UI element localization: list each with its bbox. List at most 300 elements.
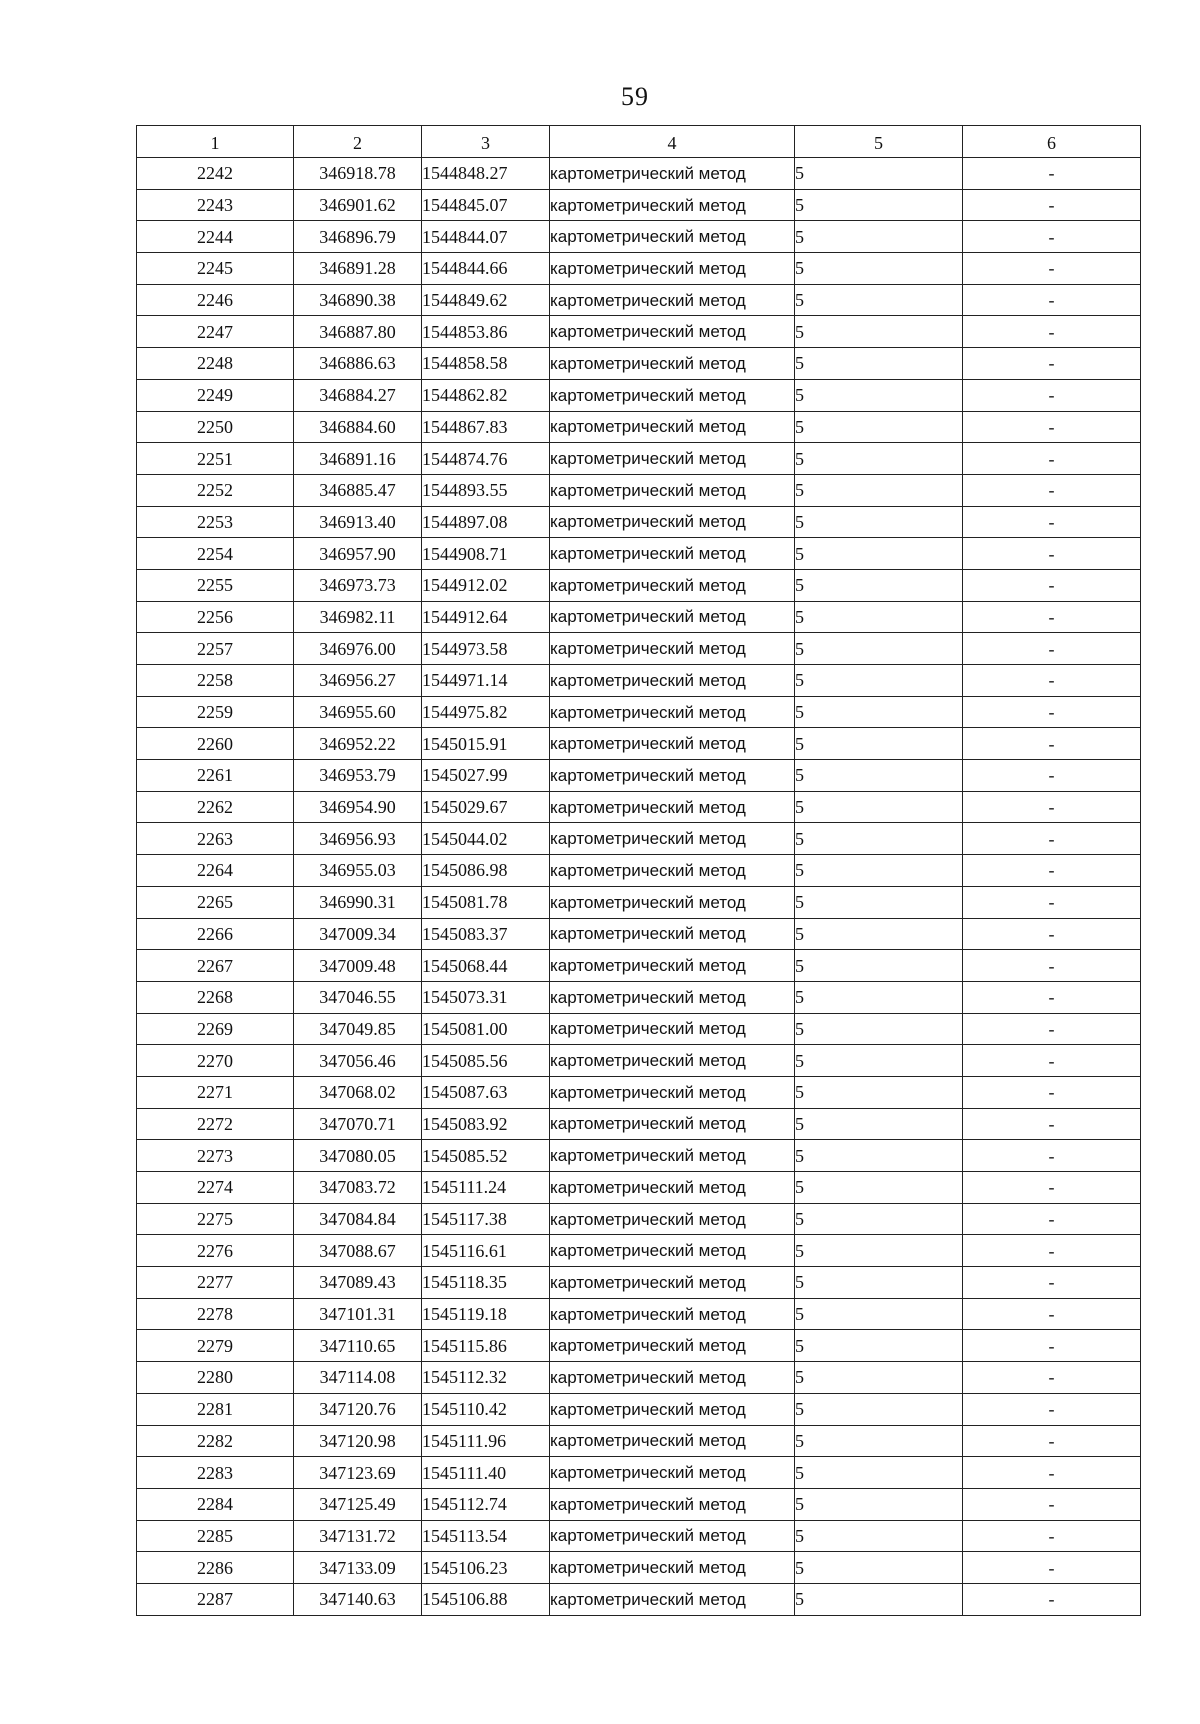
x-coordinate-cell: 347070.71: [294, 1108, 422, 1140]
table-row: [137, 601, 1141, 633]
accuracy-cell: 5: [795, 538, 963, 570]
point-number-cell: 2250: [137, 411, 294, 443]
y-coordinate-cell: 1545116.61: [422, 1235, 550, 1267]
y-coordinate-cell: 1545085.56: [422, 1045, 550, 1077]
method-cell: картометрический метод: [550, 1076, 795, 1108]
y-coordinate-cell: 1544908.71: [422, 538, 550, 570]
accuracy-cell: 5: [795, 569, 963, 601]
y-coordinate-cell: 1544844.66: [422, 253, 550, 285]
y-coordinate-cell: 1544845.07: [422, 189, 550, 221]
x-coordinate-cell: 346990.31: [294, 886, 422, 918]
point-number-cell: 2267: [137, 950, 294, 982]
point-number-cell: 2274: [137, 1172, 294, 1204]
description-cell: -: [963, 665, 1141, 697]
description-cell: -: [963, 728, 1141, 760]
table-row: [137, 348, 1141, 380]
accuracy-cell: 5: [795, 411, 963, 443]
point-number-cell: 2275: [137, 1203, 294, 1235]
table-row: [137, 1267, 1141, 1299]
description-cell: -: [963, 1045, 1141, 1077]
point-number-cell: 2270: [137, 1045, 294, 1077]
y-coordinate-cell: 1544971.14: [422, 665, 550, 697]
description-cell: -: [963, 855, 1141, 887]
method-cell: картометрический метод: [550, 1330, 795, 1362]
x-coordinate-cell: 347120.76: [294, 1393, 422, 1425]
table-header: [137, 126, 1141, 158]
point-number-cell: 2253: [137, 506, 294, 538]
point-number-cell: 2259: [137, 696, 294, 728]
method-cell: картометрический метод: [550, 1393, 795, 1425]
x-coordinate-cell: 347084.84: [294, 1203, 422, 1235]
accuracy-cell: 5: [795, 1330, 963, 1362]
x-coordinate-cell: 347049.85: [294, 1013, 422, 1045]
point-number-cell: 2280: [137, 1362, 294, 1394]
accuracy-cell: 5: [795, 1488, 963, 1520]
table-row: [137, 918, 1141, 950]
description-cell: -: [963, 633, 1141, 665]
point-number-cell: 2285: [137, 1520, 294, 1552]
point-number-cell: 2271: [137, 1076, 294, 1108]
method-cell: картометрический метод: [550, 760, 795, 792]
table-row: [137, 189, 1141, 221]
point-number-cell: 2249: [137, 379, 294, 411]
table-row: [137, 1013, 1141, 1045]
description-cell: -: [963, 823, 1141, 855]
method-cell: картометрический метод: [550, 728, 795, 760]
accuracy-cell: 5: [795, 1108, 963, 1140]
description-cell: -: [963, 1235, 1141, 1267]
table-row: [137, 855, 1141, 887]
accuracy-cell: 5: [795, 379, 963, 411]
x-coordinate-cell: 347120.98: [294, 1425, 422, 1457]
accuracy-cell: 5: [795, 665, 963, 697]
accuracy-cell: 5: [795, 443, 963, 475]
y-coordinate-cell: 1545087.63: [422, 1076, 550, 1108]
accuracy-cell: 5: [795, 886, 963, 918]
accuracy-cell: 5: [795, 348, 963, 380]
x-coordinate-cell: 346887.80: [294, 316, 422, 348]
table-body: [137, 158, 1141, 1616]
accuracy-cell: 5: [795, 1045, 963, 1077]
description-cell: -: [963, 316, 1141, 348]
table-row: [137, 696, 1141, 728]
x-coordinate-cell: 346957.90: [294, 538, 422, 570]
method-cell: картометрический метод: [550, 443, 795, 475]
point-number-cell: 2256: [137, 601, 294, 633]
x-coordinate-cell: 347125.49: [294, 1488, 422, 1520]
y-coordinate-cell: 1545113.54: [422, 1520, 550, 1552]
method-cell: картометрический метод: [550, 855, 795, 887]
y-coordinate-cell: 1544973.58: [422, 633, 550, 665]
x-coordinate-cell: 347080.05: [294, 1140, 422, 1172]
method-cell: картометрический метод: [550, 506, 795, 538]
description-cell: -: [963, 569, 1141, 601]
accuracy-cell: 5: [795, 823, 963, 855]
description-cell: -: [963, 1330, 1141, 1362]
table-row: [137, 950, 1141, 982]
x-coordinate-cell: 346884.27: [294, 379, 422, 411]
table-row: [137, 886, 1141, 918]
x-coordinate-cell: 347056.46: [294, 1045, 422, 1077]
table-row: [137, 316, 1141, 348]
method-cell: картометрический метод: [550, 665, 795, 697]
table-row: [137, 1203, 1141, 1235]
y-coordinate-cell: 1544912.64: [422, 601, 550, 633]
y-coordinate-cell: 1544897.08: [422, 506, 550, 538]
point-number-cell: 2265: [137, 886, 294, 918]
y-coordinate-cell: 1545112.74: [422, 1488, 550, 1520]
table-row: [137, 1298, 1141, 1330]
point-number-cell: 2263: [137, 823, 294, 855]
accuracy-cell: 5: [795, 1235, 963, 1267]
table-row: [137, 728, 1141, 760]
y-coordinate-cell: 1544912.02: [422, 569, 550, 601]
y-coordinate-cell: 1544848.27: [422, 158, 550, 190]
y-coordinate-cell: 1545111.96: [422, 1425, 550, 1457]
table-row: [137, 823, 1141, 855]
x-coordinate-cell: 347009.48: [294, 950, 422, 982]
accuracy-cell: 5: [795, 1298, 963, 1330]
description-cell: -: [963, 158, 1141, 190]
accuracy-cell: 5: [795, 1425, 963, 1457]
description-cell: -: [963, 950, 1141, 982]
method-cell: картометрический метод: [550, 791, 795, 823]
table-row: [137, 1076, 1141, 1108]
description-cell: -: [963, 1520, 1141, 1552]
accuracy-cell: 5: [795, 728, 963, 760]
y-coordinate-cell: 1544849.62: [422, 284, 550, 316]
description-cell: -: [963, 1552, 1141, 1584]
point-number-cell: 2242: [137, 158, 294, 190]
x-coordinate-cell: 346956.27: [294, 665, 422, 697]
point-number-cell: 2287: [137, 1583, 294, 1615]
x-coordinate-cell: 347068.02: [294, 1076, 422, 1108]
x-coordinate-cell: 346886.63: [294, 348, 422, 380]
y-coordinate-cell: 1545068.44: [422, 950, 550, 982]
accuracy-cell: 5: [795, 1140, 963, 1172]
table-row: [137, 443, 1141, 475]
y-coordinate-cell: 1544858.58: [422, 348, 550, 380]
y-coordinate-cell: 1544844.07: [422, 221, 550, 253]
x-coordinate-cell: 347089.43: [294, 1267, 422, 1299]
table-row: [137, 1457, 1141, 1489]
y-coordinate-cell: 1544893.55: [422, 474, 550, 506]
accuracy-cell: 5: [795, 253, 963, 285]
x-coordinate-cell: 346956.93: [294, 823, 422, 855]
point-number-cell: 2286: [137, 1552, 294, 1584]
y-coordinate-cell: 1544853.86: [422, 316, 550, 348]
y-coordinate-cell: 1545027.99: [422, 760, 550, 792]
method-cell: картометрический метод: [550, 284, 795, 316]
x-coordinate-cell: 347114.08: [294, 1362, 422, 1394]
x-coordinate-cell: 346885.47: [294, 474, 422, 506]
point-number-cell: 2272: [137, 1108, 294, 1140]
description-cell: -: [963, 506, 1141, 538]
method-cell: картометрический метод: [550, 1267, 795, 1299]
y-coordinate-cell: 1544874.76: [422, 443, 550, 475]
y-coordinate-cell: 1545029.67: [422, 791, 550, 823]
accuracy-cell: 5: [795, 1362, 963, 1394]
table-row: [137, 665, 1141, 697]
description-cell: -: [963, 886, 1141, 918]
point-number-cell: 2282: [137, 1425, 294, 1457]
x-coordinate-cell: 346913.40: [294, 506, 422, 538]
method-cell: картометрический метод: [550, 379, 795, 411]
point-number-cell: 2269: [137, 1013, 294, 1045]
accuracy-cell: 5: [795, 1583, 963, 1615]
point-number-cell: 2262: [137, 791, 294, 823]
accuracy-cell: 5: [795, 1520, 963, 1552]
x-coordinate-cell: 347123.69: [294, 1457, 422, 1489]
accuracy-cell: 5: [795, 1013, 963, 1045]
method-cell: картометрический метод: [550, 918, 795, 950]
point-number-cell: 2276: [137, 1235, 294, 1267]
accuracy-cell: 5: [795, 284, 963, 316]
table-row: [137, 1583, 1141, 1615]
description-cell: -: [963, 1362, 1141, 1394]
description-cell: -: [963, 1457, 1141, 1489]
description-cell: -: [963, 981, 1141, 1013]
header-cell-accuracy: 5: [795, 126, 963, 158]
page-number: 59: [621, 82, 649, 111]
method-cell: картометрический метод: [550, 1583, 795, 1615]
x-coordinate-cell: 346952.22: [294, 728, 422, 760]
x-coordinate-cell: 347088.67: [294, 1235, 422, 1267]
description-cell: -: [963, 601, 1141, 633]
table-row: [137, 284, 1141, 316]
method-cell: картометрический метод: [550, 1045, 795, 1077]
description-cell: -: [963, 348, 1141, 380]
method-cell: картометрический метод: [550, 158, 795, 190]
x-coordinate-cell: 346890.38: [294, 284, 422, 316]
y-coordinate-cell: 1545106.88: [422, 1583, 550, 1615]
method-cell: картометрический метод: [550, 316, 795, 348]
x-coordinate-cell: 347101.31: [294, 1298, 422, 1330]
table-row: [137, 538, 1141, 570]
description-cell: -: [963, 1172, 1141, 1204]
method-cell: картометрический метод: [550, 696, 795, 728]
table-row: [137, 506, 1141, 538]
accuracy-cell: 5: [795, 1552, 963, 1584]
y-coordinate-cell: 1545112.32: [422, 1362, 550, 1394]
table-row: [137, 1140, 1141, 1172]
y-coordinate-cell: 1544975.82: [422, 696, 550, 728]
point-number-cell: 2281: [137, 1393, 294, 1425]
method-cell: картометрический метод: [550, 1362, 795, 1394]
point-number-cell: 2261: [137, 760, 294, 792]
method-cell: картометрический метод: [550, 474, 795, 506]
x-coordinate-cell: 346891.28: [294, 253, 422, 285]
x-coordinate-cell: 346982.11: [294, 601, 422, 633]
header-cell-point-number: 1: [137, 126, 294, 158]
table-row: [137, 1393, 1141, 1425]
description-cell: -: [963, 1425, 1141, 1457]
point-number-cell: 2246: [137, 284, 294, 316]
description-cell: -: [963, 1267, 1141, 1299]
method-cell: картометрический метод: [550, 823, 795, 855]
x-coordinate-cell: 346918.78: [294, 158, 422, 190]
method-cell: картометрический метод: [550, 1203, 795, 1235]
table-row: [137, 1172, 1141, 1204]
y-coordinate-cell: 1545085.52: [422, 1140, 550, 1172]
accuracy-cell: 5: [795, 633, 963, 665]
description-cell: -: [963, 221, 1141, 253]
point-number-cell: 2260: [137, 728, 294, 760]
y-coordinate-cell: 1545086.98: [422, 855, 550, 887]
table-row: [137, 981, 1141, 1013]
method-cell: картометрический метод: [550, 1425, 795, 1457]
accuracy-cell: 5: [795, 1203, 963, 1235]
x-coordinate-cell: 347110.65: [294, 1330, 422, 1362]
description-cell: -: [963, 443, 1141, 475]
y-coordinate-cell: 1545083.37: [422, 918, 550, 950]
method-cell: картометрический метод: [550, 981, 795, 1013]
description-cell: -: [963, 411, 1141, 443]
table-row: [137, 1552, 1141, 1584]
description-cell: -: [963, 538, 1141, 570]
point-number-cell: 2254: [137, 538, 294, 570]
table-row: [137, 569, 1141, 601]
description-cell: -: [963, 1108, 1141, 1140]
method-cell: картометрический метод: [550, 1235, 795, 1267]
accuracy-cell: 5: [795, 950, 963, 982]
point-number-cell: 2251: [137, 443, 294, 475]
accuracy-cell: 5: [795, 506, 963, 538]
accuracy-cell: 5: [795, 1267, 963, 1299]
method-cell: картометрический метод: [550, 221, 795, 253]
accuracy-cell: 5: [795, 221, 963, 253]
method-cell: картометрический метод: [550, 538, 795, 570]
y-coordinate-cell: 1545115.86: [422, 1330, 550, 1362]
x-coordinate-cell: 347140.63: [294, 1583, 422, 1615]
table-row: [137, 253, 1141, 285]
x-coordinate-cell: 346955.60: [294, 696, 422, 728]
header-cell-y: 3: [422, 126, 550, 158]
accuracy-cell: 5: [795, 1457, 963, 1489]
x-coordinate-cell: 347133.09: [294, 1552, 422, 1584]
x-coordinate-cell: 347009.34: [294, 918, 422, 950]
x-coordinate-cell: 346953.79: [294, 760, 422, 792]
point-number-cell: 2244: [137, 221, 294, 253]
accuracy-cell: 5: [795, 1393, 963, 1425]
table-row: [137, 791, 1141, 823]
y-coordinate-cell: 1545111.24: [422, 1172, 550, 1204]
table-row: [137, 1235, 1141, 1267]
y-coordinate-cell: 1545073.31: [422, 981, 550, 1013]
method-cell: картометрический метод: [550, 1520, 795, 1552]
y-coordinate-cell: 1545110.42: [422, 1393, 550, 1425]
accuracy-cell: 5: [795, 189, 963, 221]
accuracy-cell: 5: [795, 474, 963, 506]
y-coordinate-cell: 1545119.18: [422, 1298, 550, 1330]
point-number-cell: 2247: [137, 316, 294, 348]
x-coordinate-cell: 346954.90: [294, 791, 422, 823]
description-cell: -: [963, 1140, 1141, 1172]
description-cell: -: [963, 1013, 1141, 1045]
method-cell: картометрический метод: [550, 1298, 795, 1330]
description-cell: -: [963, 189, 1141, 221]
point-number-cell: 2248: [137, 348, 294, 380]
method-cell: картометрический метод: [550, 633, 795, 665]
method-cell: картометрический метод: [550, 1140, 795, 1172]
description-cell: -: [963, 379, 1141, 411]
y-coordinate-cell: 1545111.40: [422, 1457, 550, 1489]
table-row: [137, 1330, 1141, 1362]
x-coordinate-cell: 346901.62: [294, 189, 422, 221]
y-coordinate-cell: 1544862.82: [422, 379, 550, 411]
description-cell: -: [963, 474, 1141, 506]
method-cell: картометрический метод: [550, 411, 795, 443]
x-coordinate-cell: 346976.00: [294, 633, 422, 665]
header-cell-method: 4: [550, 126, 795, 158]
x-coordinate-cell: 346955.03: [294, 855, 422, 887]
point-number-cell: 2255: [137, 569, 294, 601]
accuracy-cell: 5: [795, 601, 963, 633]
table-row: [137, 221, 1141, 253]
method-cell: картометрический метод: [550, 189, 795, 221]
description-cell: -: [963, 760, 1141, 792]
description-cell: -: [963, 1298, 1141, 1330]
method-cell: картометрический метод: [550, 1013, 795, 1045]
method-cell: картометрический метод: [550, 1172, 795, 1204]
point-number-cell: 2268: [137, 981, 294, 1013]
method-cell: картометрический метод: [550, 1457, 795, 1489]
point-number-cell: 2278: [137, 1298, 294, 1330]
x-coordinate-cell: 346884.60: [294, 411, 422, 443]
table-row: [137, 1488, 1141, 1520]
table-row: [137, 158, 1141, 190]
table-row: [137, 633, 1141, 665]
point-number-cell: 2258: [137, 665, 294, 697]
accuracy-cell: 5: [795, 696, 963, 728]
header-row: [137, 126, 1141, 158]
point-number-cell: 2264: [137, 855, 294, 887]
point-number-cell: 2252: [137, 474, 294, 506]
method-cell: картометрический метод: [550, 1488, 795, 1520]
accuracy-cell: 5: [795, 760, 963, 792]
method-cell: картометрический метод: [550, 253, 795, 285]
table-row: [137, 1362, 1141, 1394]
y-coordinate-cell: 1545081.00: [422, 1013, 550, 1045]
description-cell: -: [963, 1583, 1141, 1615]
method-cell: картометрический метод: [550, 569, 795, 601]
accuracy-cell: 5: [795, 316, 963, 348]
x-coordinate-cell: 347083.72: [294, 1172, 422, 1204]
accuracy-cell: 5: [795, 1172, 963, 1204]
x-coordinate-cell: 346973.73: [294, 569, 422, 601]
point-number-cell: 2243: [137, 189, 294, 221]
point-number-cell: 2273: [137, 1140, 294, 1172]
y-coordinate-cell: 1545106.23: [422, 1552, 550, 1584]
y-coordinate-cell: 1544867.83: [422, 411, 550, 443]
point-number-cell: 2266: [137, 918, 294, 950]
table-row: [137, 1108, 1141, 1140]
x-coordinate-cell: 346891.16: [294, 443, 422, 475]
method-cell: картометрический метод: [550, 348, 795, 380]
accuracy-cell: 5: [795, 1076, 963, 1108]
x-coordinate-cell: 347131.72: [294, 1520, 422, 1552]
header-cell-x: 2: [294, 126, 422, 158]
description-cell: -: [963, 696, 1141, 728]
point-number-cell: 2257: [137, 633, 294, 665]
description-cell: -: [963, 1488, 1141, 1520]
accuracy-cell: 5: [795, 981, 963, 1013]
y-coordinate-cell: 1545083.92: [422, 1108, 550, 1140]
description-cell: -: [963, 1076, 1141, 1108]
table-row: [137, 379, 1141, 411]
description-cell: -: [963, 1203, 1141, 1235]
method-cell: картометрический метод: [550, 950, 795, 982]
